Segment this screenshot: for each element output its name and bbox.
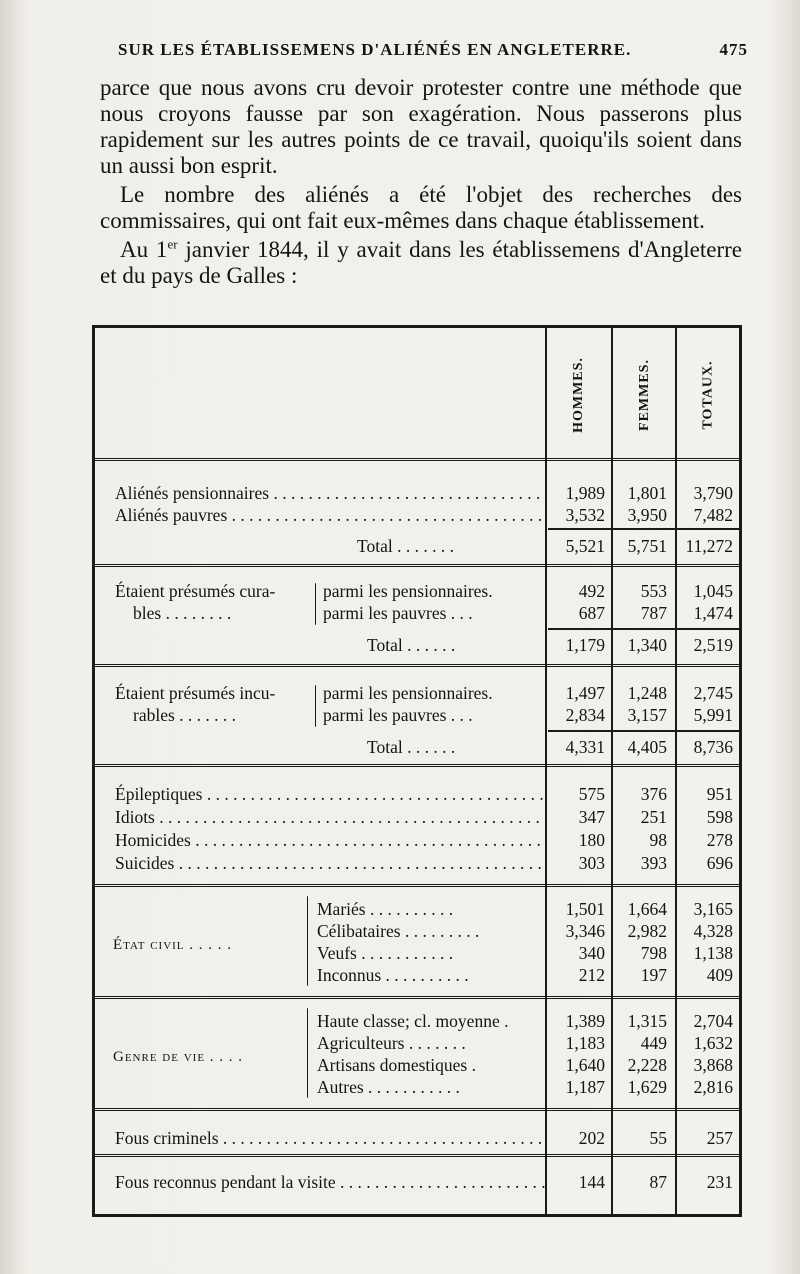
- table-row: Aliénés pauvres . . . 3,532 3,950 7,482: [95, 504, 739, 527]
- curables-sub-1: parmi les pensionnaires.: [323, 581, 493, 601]
- table-row: Fous reconnus pendant la visite . . . 144 87 231: [95, 1171, 739, 1194]
- section-rule: [95, 884, 739, 889]
- etat-civil-group: État civil . . . . .: [113, 937, 233, 953]
- column-header-totaux: TOTAUX.: [701, 360, 717, 430]
- total-row: Total . . . . . . . 5,521 5,751 11,272: [357, 536, 733, 556]
- table-row: Étaient présumés cura- parmi les pensionnaires. 492 553 1,045: [115, 581, 733, 601]
- table-row: Mariés . . . . . . . . . . 1,501 1,664 3,165: [317, 899, 733, 919]
- running-header: [118, 40, 748, 60]
- table-row: Suicides . . . 303 393 696: [95, 852, 739, 875]
- table-row: Étaient présumés incu- parmi les pensionnaires. 1,497 1,248 2,745: [115, 683, 733, 703]
- brace: [315, 685, 316, 727]
- total-label: Total: [367, 635, 403, 655]
- subtotal-rule: [548, 628, 739, 630]
- table-row: Veufs . . . . . . . . . . . 340 798 1,138: [317, 943, 733, 963]
- total-label: Total: [367, 737, 403, 757]
- table-row: Artisans domestiques . 1,640 2,228 3,868: [317, 1055, 733, 1075]
- column-header-femmes: FEMMES.: [637, 359, 653, 431]
- table-row: Autres . . . . . . . . . . . 1,187 1,629 2,816: [317, 1077, 733, 1097]
- section-rule: [95, 1108, 739, 1113]
- table-row: Agriculteurs . . . . . . . 1,183 449 1,632: [317, 1033, 733, 1053]
- etat-civil-label: État civil: [113, 937, 185, 953]
- section-rule: [95, 564, 739, 569]
- table-row: Aliénés pensionnaires . . . 1,989 1,801 3,790: [95, 482, 739, 505]
- table-row: Fous criminels . . . 202 55 257: [95, 1127, 739, 1150]
- subtotal-rule: [548, 528, 739, 530]
- table-row: Homicides . . . 180 98 278: [95, 829, 739, 852]
- body-text: [100, 75, 742, 292]
- section-rule: [95, 764, 739, 769]
- incurables-label-2: rables: [133, 705, 175, 725]
- column-header-hommes: HOMMES.: [571, 357, 586, 433]
- incurables-label: Étaient présumés incu-: [115, 683, 276, 703]
- total-row: Total . . . . . . 1,179 1,340 2,519: [367, 635, 733, 655]
- section-rule: [95, 1154, 739, 1159]
- total-label: Total: [357, 536, 393, 556]
- genre-de-vie-label: Genre de vie: [113, 1049, 206, 1065]
- subtotal-rule: [548, 730, 739, 732]
- incurables-sub-2: parmi les pauvres . . .: [323, 705, 473, 725]
- total-row: Total . . . . . . 4,331 4,405 8,736: [367, 737, 733, 757]
- curables-label-2: bles: [133, 603, 162, 623]
- table-row: rables . . . . . . . parmi les pauvres . . . 2,834 3,157 5,991: [133, 705, 733, 725]
- statistics-table: [92, 325, 742, 1217]
- section-rule: [95, 996, 739, 1001]
- paragraph-3: Au 1er janvier 1844, il y avait dans les établissemens d'Angleterre et du pays de Galles :: [100, 236, 742, 288]
- genre-de-vie-group: Genre de vie . . . .: [113, 1049, 244, 1065]
- table-row: Célibataires . . . . . . . . . 3,346 2,982 4,328: [317, 921, 733, 941]
- curables-label: Étaient présumés cura-: [115, 581, 276, 601]
- page-number: 475: [719, 40, 748, 59]
- paragraph-1: parce que nous avons cru devoir protester contre une méthode que nous croyons fausse par son exagération. Nous passerons plus rapidement sur les autres points de ce travail, quoiqu'ils soient dans un aussi bon esprit.: [100, 75, 742, 178]
- paragraph-2: Le nombre des aliénés a été l'objet des recherches des commissaires, qui ont fait eux-mêmes dans chaque établissement.: [100, 182, 742, 233]
- table-row: Haute classe; cl. moyenne . 1,389 1,315 2,704: [317, 1011, 733, 1031]
- curables-sub-2: parmi les pauvres . . .: [323, 603, 473, 623]
- header-rule: [95, 458, 739, 463]
- table-row: Épileptiques . . . 575 376 951: [95, 783, 739, 806]
- table-row: Inconnus . . . . . . . . . . 212 197 409: [317, 965, 733, 985]
- section-rule: [95, 664, 739, 669]
- brace: [315, 583, 316, 625]
- header-title: SUR LES ÉTABLISSEMENS D'ALIÉNÉS EN ANGLETERRE.: [118, 40, 632, 59]
- table-row: bles . . . . . . . . parmi les pauvres . . . 687 787 1,474: [133, 603, 733, 623]
- table-row: Idiots . . . 347 251 598: [95, 806, 739, 829]
- incurables-sub-1: parmi les pensionnaires.: [323, 683, 493, 703]
